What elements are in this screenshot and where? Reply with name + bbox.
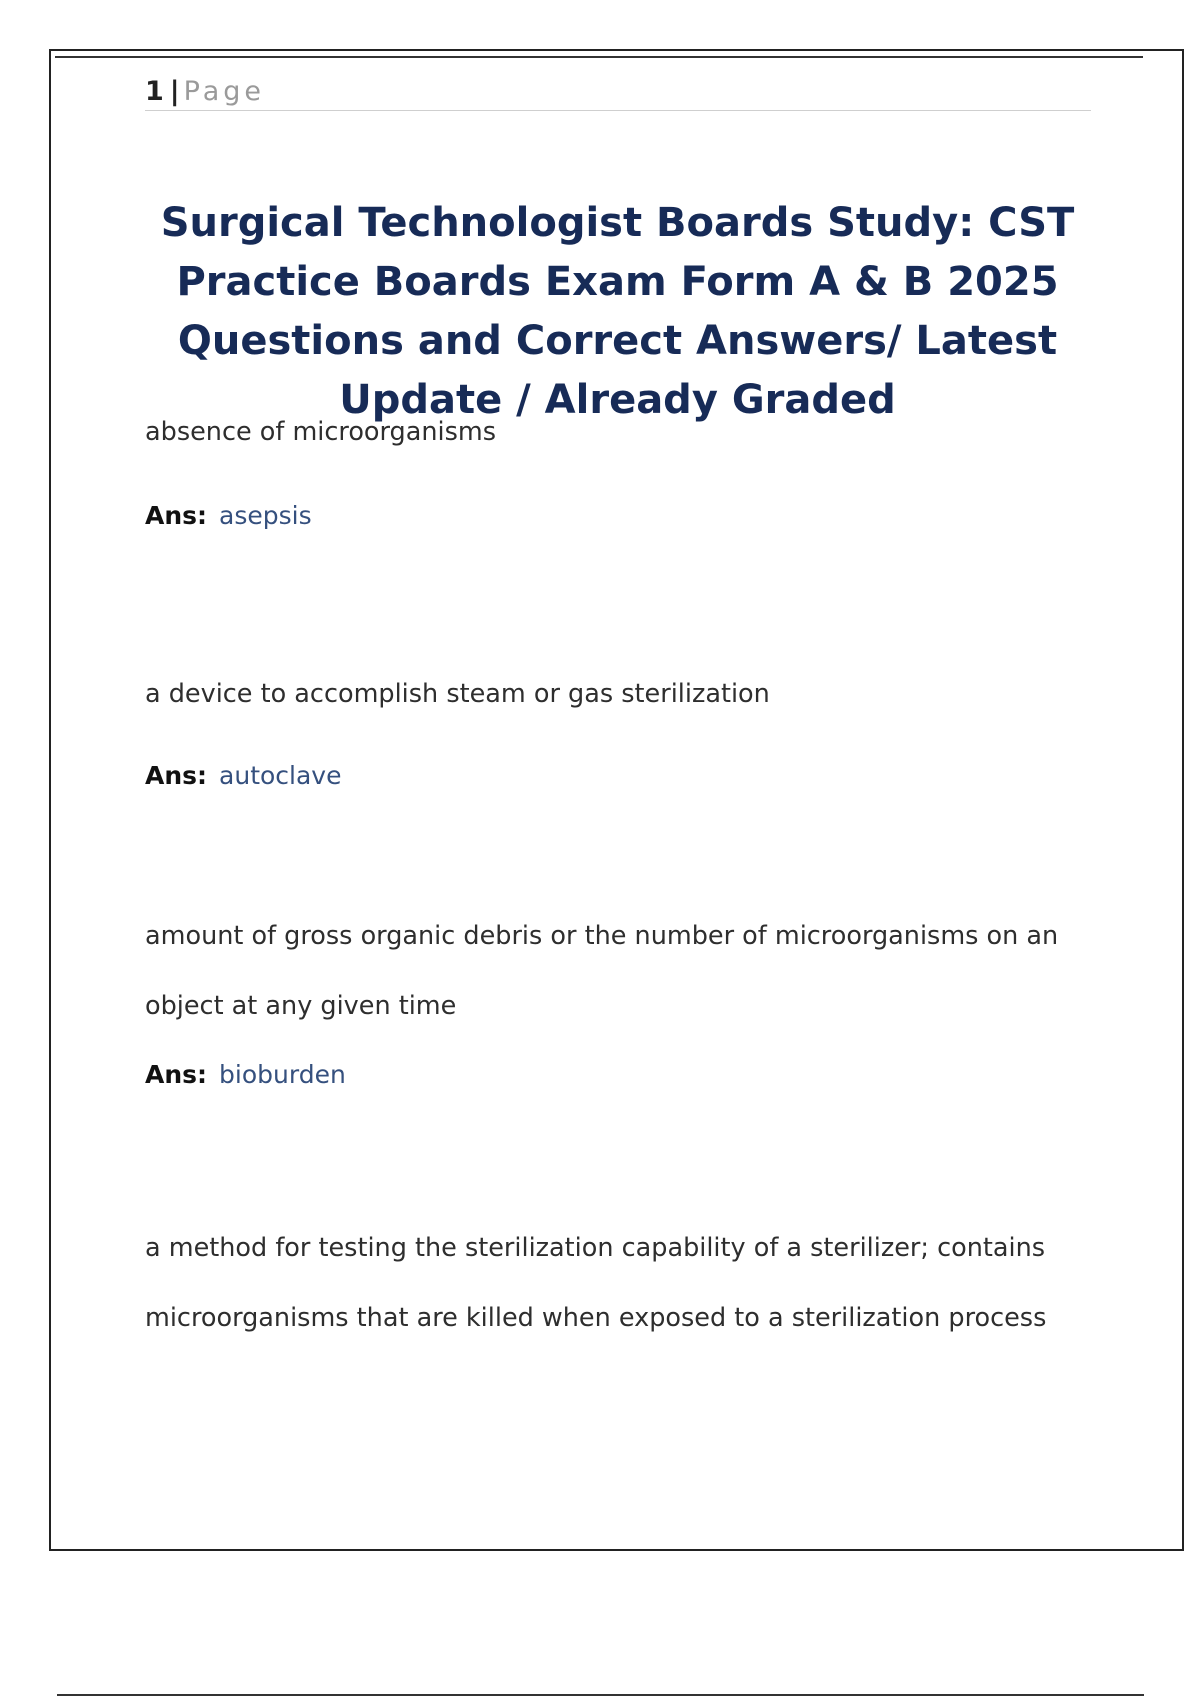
answer-value: autoclave: [219, 761, 342, 790]
answer-value: asepsis: [219, 501, 312, 530]
question-text: a device to accomplish steam or gas sterilization: [145, 679, 770, 709]
page-label: Page: [183, 76, 266, 107]
qa-item: [145, 676, 1085, 794]
qa-item: [145, 1213, 1085, 1353]
page-separator: |: [169, 76, 180, 107]
document-title: Surgical Technologist Boards Study: CST Practice Boards Exam Form A & B 2025 Questions and Correct Answers/ Latest Update / Already Graded: [160, 200, 1075, 423]
answer-label: Ans:: [145, 501, 208, 530]
qa-item: [145, 901, 1085, 1093]
qa-item: [145, 414, 1085, 534]
question-text: a method for testing the sterilization capability of a sterilizer; contains microorganisms that are killed when exposed to a sterilization process: [145, 1233, 1047, 1333]
question-text: absence of microorganisms: [145, 417, 497, 447]
answer-line: [145, 1057, 1085, 1093]
answer-line: [145, 498, 1085, 534]
answer-value: bioburden: [219, 1060, 346, 1089]
bottom-rule: [57, 1694, 1144, 1696]
answer-label: Ans:: [145, 761, 208, 790]
question-text: amount of gross organic debris or the number of microorganisms on an object at any given time: [145, 921, 1059, 1021]
answer-line: [145, 758, 1085, 794]
page-header: [145, 74, 1091, 111]
answer-label: Ans:: [145, 1060, 208, 1089]
page-number: 1: [145, 76, 164, 107]
top-rule: [55, 56, 1143, 58]
